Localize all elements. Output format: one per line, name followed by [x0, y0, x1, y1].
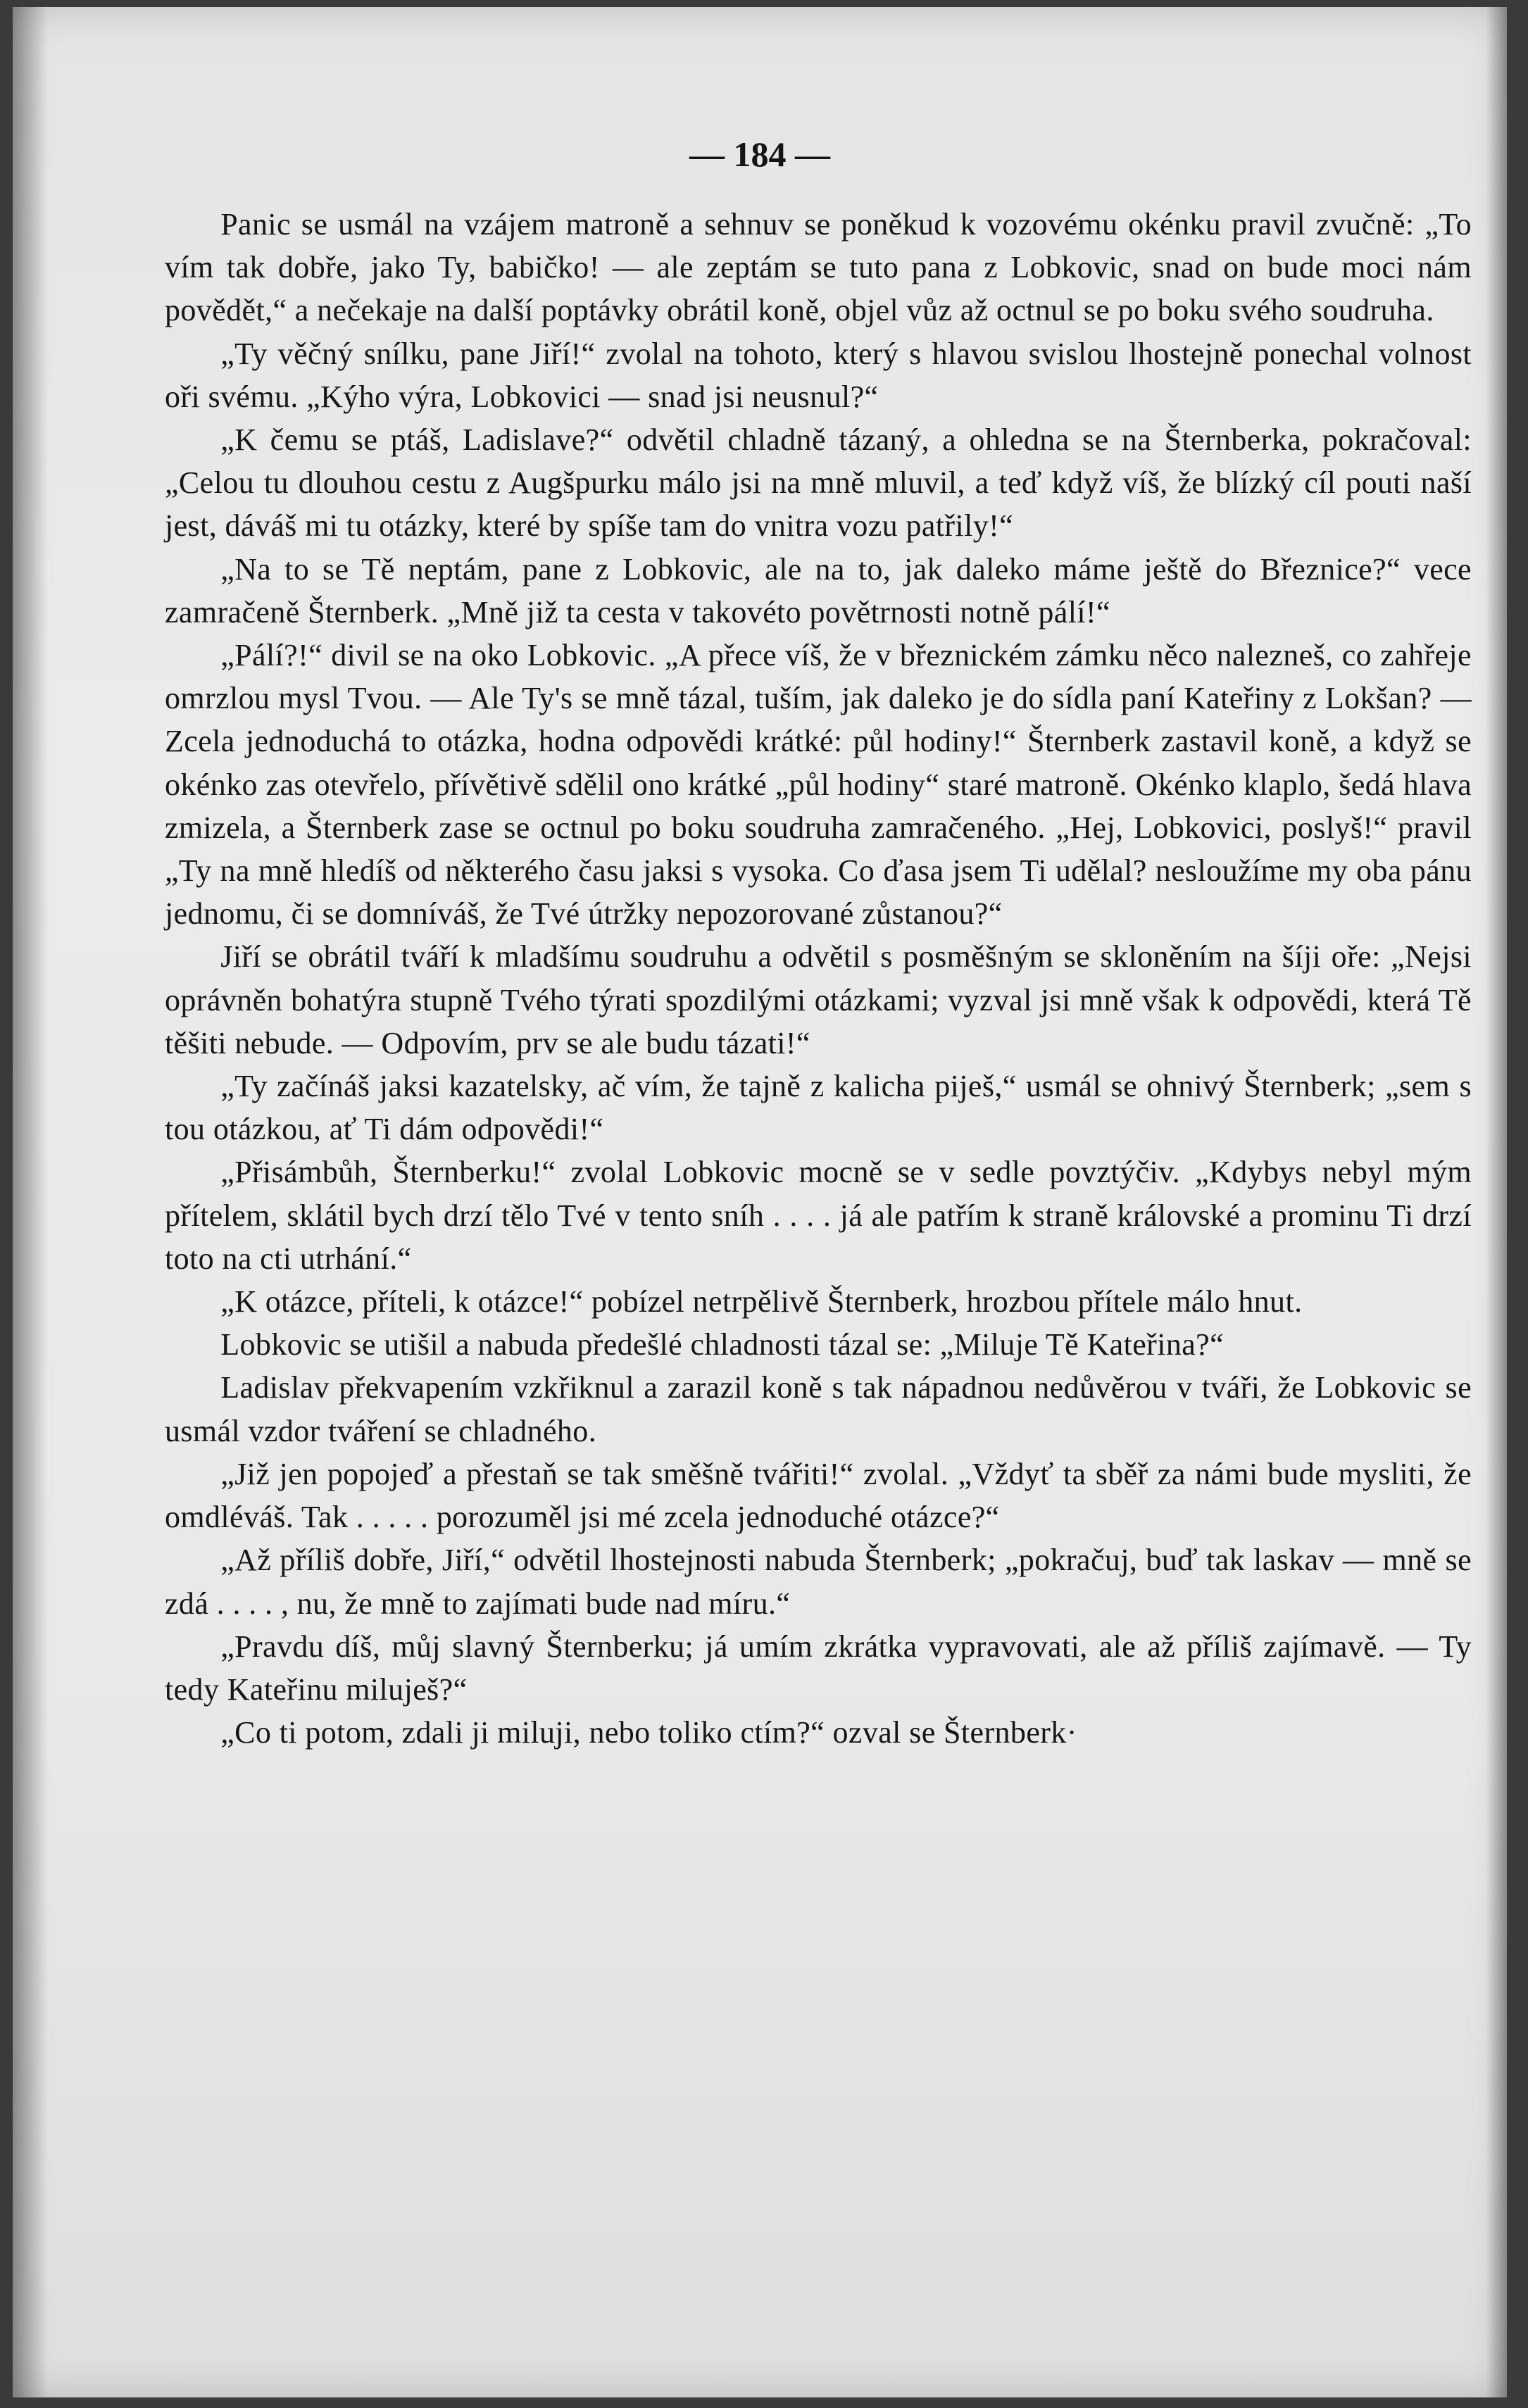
paragraph-11: Ladislav překvapením vzkřiknul a zarazil koně s tak nápadnou nedůvěrou v tváři, že Lobkovic se usmál vzdor tváření se chladného. — [165, 1370, 1472, 1448]
paragraph-7: „Ty začínáš jaksi kazatelsky, ač vím, že tajně z kalicha piješ,“ usmál se ohnivý Šternberk; „sem s tou otázkou, ať Ti dám odpovědi!“ — [165, 1069, 1472, 1147]
paragraph-1: Panic se usmál na vzájem matroně a sehnuv se poněkud k vozovému okénku pravil zvučně: „To vím tak dobře, jako Ty, babičko! — ale zeptám se tuto pana z Lobkovic, snad on bude moci nám povědět,“ a nečekaje na další poptávky obrátil koně, objel vůz až octnul se po boku svého soudruha. — [165, 207, 1472, 328]
book-page — [13, 7, 1507, 2397]
paragraph-13: „Až příliš dobře, Jiří,“ odvětil lhostejnosti nabuda Šternberk; „pokračuj, buď tak laskav — mně se zdá . . . . , nu, že mně to zajímati bude nad míru.“ — [165, 1543, 1472, 1621]
paragraph-2: „Ty věčný snílku, pane Jiří!“ zvolal na tohoto, který s hlavou svislou lhostejně ponechal volnost oři svému. „Kýho výra, Lobkovici — snad jsi neusnul?“ — [165, 336, 1472, 414]
body-text — [165, 203, 1472, 1754]
paragraph-6: Jiří se obrátil tváří k mladšímu soudruhu a odvětil s posměšným se skloněním na šíji oře: „Nejsi oprávněn bohatýra stupně Tvého týrati spozdilými otázkami; vyzval jsi mně však k odpovědi, která Tě těšiti nebude. — Odpovím, prv se ale budu tázati!“ — [165, 939, 1472, 1060]
paragraph-4: „Na to se Tě neptám, pane z Lobkovic, ale na to, jak daleko máme ještě do Březnice?“ vece zamračeně Šternberk. „Mně již ta cesta v takovéto povětrnosti notně pálí!“ — [165, 551, 1472, 629]
paragraph-9: „K otázce, příteli, k otázce!“ pobízel netrpělivě Šternberk, hrozbou přítele málo hnut. — [220, 1284, 1303, 1319]
paragraph-14: „Pravdu díš, můj slavný Šternberku; já umím zkrátka vypravovati, ale až příliš zajímavě. — Ty tedy Kateřinu miluješ?“ — [165, 1629, 1472, 1707]
paragraph-8: „Přisámbůh, Šternberku!“ zvolal Lobkovic mocně se v sedle povztýčiv. „Kdybys nebyl mým přítelem, sklátil bych drzí tělo Tvé v tento sníh . . . . já ale patřím k straně královské a prominu Ti drzí toto na cti utrhání.“ — [165, 1155, 1472, 1276]
paragraph-5: „Pálí?!“ divil se na oko Lobkovic. „A přece víš, že v březnickém zámku něco nalezneš, co zahřeje omrzlou mysl Tvou. — Ale Ty's se mně tázal, tuším, jak daleko je do sídla paní Kateřiny z Lokšan? — Zcela jednoduchá to otázka, hodna odpovědi krátké: půl hodiny!“ Šternberk zastavil koně, a když se okénko zas otevřelo, přívětivě sdělil ono krátké „půl hodiny“ staré matroně. Okénko klaplo, šedá hlava zmizela, a Šternberk zase se octnul po boku soudruha zamračeného. „Hej, Lobkovici, poslyš!“ pravil „Ty na mně hledíš od některého času jaksi s vysoka. Co ďasa jsem Ti udělal? nesloužíme my oba pánu jednomu, či se domníváš, že Tvé útržky nepozorované zůstanou?“ — [165, 638, 1472, 932]
paragraph-12: „Již jen popojeď a přestaň se tak směšně tvářiti!“ zvolal. „Vždyť ta sběř za námi bude mysliti, že omdléváš. Tak . . . . . porozuměl jsi mé zcela jednoduché otázce?“ — [165, 1456, 1472, 1535]
paragraph-3: „K čemu se ptáš, Ladislave?“ odvětil chladně tázaný, a ohledna se na Šternberka, pokračoval: „Celou tu dlouhou cestu z Augšpurku málo jsi na mně mluvil, a teď když víš, že blízký cíl pouti naší jest, dáváš mi tu otázky, které by spíše tam do vnitra vozu patřily!“ — [165, 422, 1472, 544]
paragraph-15: „Co ti potom, zdali ji miluji, nebo toliko ctím?“ ozval se Šternberk· — [220, 1715, 1077, 1750]
paragraph-10: Lobkovic se utišil a nabuda předešlé chladnosti tázal se: „Miluje Tě Kateřina?“ — [220, 1327, 1225, 1362]
page-number: — 184 — — [689, 134, 830, 174]
